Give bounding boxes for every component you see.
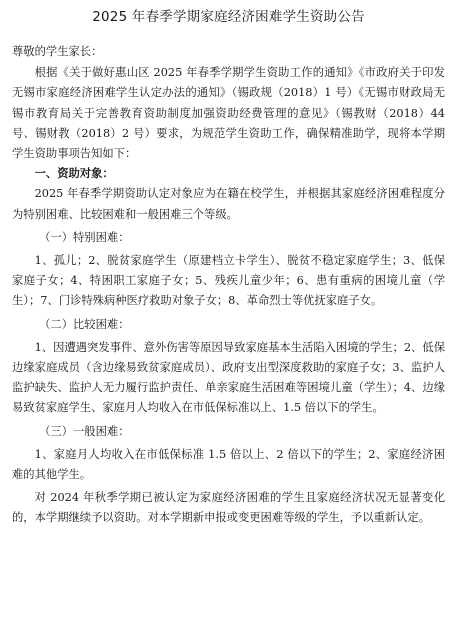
intro-paragraph: 根据《关于做好惠山区 2025 年春季学期学生资助工作的通知》《市政府关于印发无锡市家庭经济困难学生认定办法的通知》（锡政规（2018）1 号）《无锡市财政局无锡市教育局关于完善教育资助制度加强资助经费管理的意见》（锡教财（2018）44 号、锡财教（2018）2 号）要求，为规范学生资助工作，确保精准助学，现将本学期学生资助事项告知如下：	[12, 66, 445, 161]
section-heading-subjects: 一、资助对象：	[34, 167, 114, 181]
subsection-text-moderate: 1、因遭遇突发事件、意外伤害等原因导致家庭基本生活陷入困境的学生；2、低保边缘家庭成员（含边缘易致贫家庭成员）、政府支出型深度救助的家庭子女；3、监护人监护缺失、监护人无力履行监护责任、单亲家庭生活困难等困境儿童（学生）；4、边缘易致贫家庭学生、家庭月人均收入在市低保标准以上、1.5 倍以下的学生。	[12, 340, 445, 415]
subsection-text-general: 1、家庭月人均收入在市低保标准 1.5 倍以上、2 倍以下的学生；2、家庭经济困难的其他学生。	[12, 447, 445, 482]
closing-paragraph: 对 2024 年秋季学期已被认定为家庭经济困难的学生且家庭经济状况无显著变化的，本学期继续予以资助。对本学期新申报或变更困难等级的学生，予以重新认定。	[12, 491, 445, 525]
subjects-paragraph: 2025 年春季学期资助认定对象应为在籍在校学生，并根据其家庭经济困难程度分为特别困难、比较困难和一般困难三个等级。	[12, 187, 445, 221]
subsection-label-special: （一）特别困难：	[39, 230, 130, 244]
subsection-label-general: （三）一般困难：	[39, 424, 130, 438]
subsection-label-moderate: （二）比较困难：	[39, 317, 130, 331]
document-title: 2025 年春季学期家庭经济困难学生资助公告	[92, 9, 365, 25]
subsection-text-special: 1、孤儿；2、脱贫家庭学生（原建档立卡学生）、脱贫不稳定家庭学生；3、低保家庭子女；4、特困职工家庭子女；5、残疾儿童少年；6、患有重病的困境儿童（学生）；7、门诊特殊病种医疗救助对象子女；8、革命烈士等优抚家庭子女。	[12, 254, 445, 308]
greeting: 尊敬的学生家长：	[12, 45, 103, 58]
